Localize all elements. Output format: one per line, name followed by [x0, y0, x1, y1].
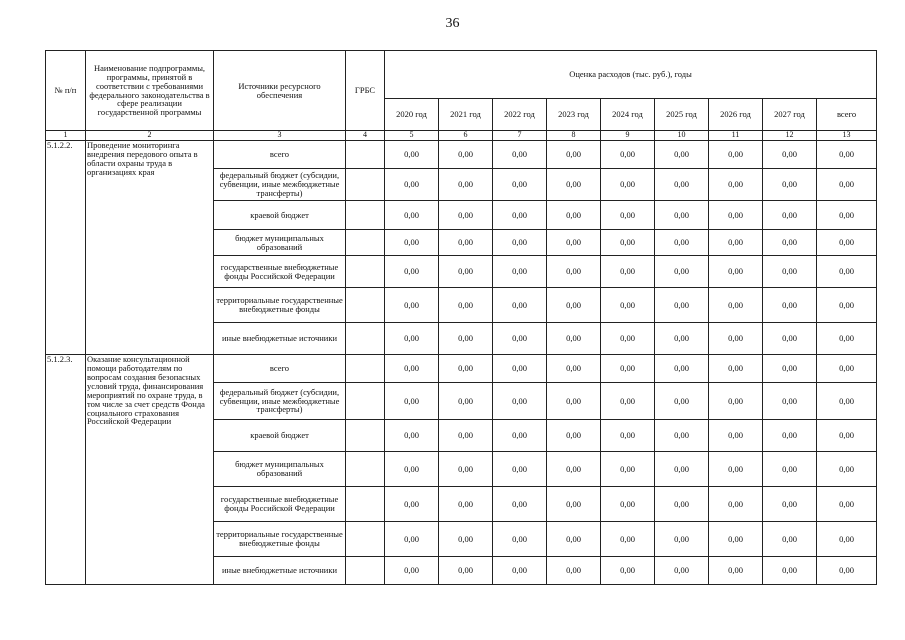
value-cell: 0,00	[547, 230, 601, 256]
value-cell: 0,00	[709, 420, 763, 452]
value-cell: 0,00	[763, 452, 817, 487]
grbs-cell	[346, 557, 385, 585]
column-number: 13	[817, 131, 877, 141]
value-cell: 0,00	[493, 141, 547, 169]
value-cell: 0,00	[601, 487, 655, 522]
value-cell: 0,00	[547, 557, 601, 585]
value-cell: 0,00	[763, 557, 817, 585]
grbs-cell	[346, 355, 385, 383]
value-cell: 0,00	[601, 230, 655, 256]
value-cell: 0,00	[709, 383, 763, 420]
header-program-name: Наименование подпрограммы, программы, принятой в соответствии с требованиями федерального законодательства в сфере реализации государственной программы	[86, 51, 214, 131]
value-cell: 0,00	[817, 355, 877, 383]
funding-source: федеральный бюджет (субсидии, субвенции, иные межбюджетные трансферты)	[214, 169, 346, 201]
funding-source: территориальные государственные внебюджетные фонды	[214, 288, 346, 323]
column-number: 6	[439, 131, 493, 141]
value-cell: 0,00	[655, 201, 709, 230]
value-cell: 0,00	[655, 355, 709, 383]
grbs-cell	[346, 288, 385, 323]
header-year: 2021 год	[439, 99, 493, 131]
value-cell: 0,00	[601, 201, 655, 230]
value-cell: 0,00	[817, 169, 877, 201]
funding-source: иные внебюджетные источники	[214, 323, 346, 355]
value-cell: 0,00	[655, 230, 709, 256]
value-cell: 0,00	[709, 355, 763, 383]
value-cell: 0,00	[763, 256, 817, 288]
funding-source: территориальные государственные внебюджетные фонды	[214, 522, 346, 557]
value-cell: 0,00	[439, 141, 493, 169]
funding-source: бюджет муниципальных образований	[214, 452, 346, 487]
value-cell: 0,00	[601, 383, 655, 420]
value-cell: 0,00	[385, 201, 439, 230]
value-cell: 0,00	[439, 522, 493, 557]
item-code: 5.1.2.2.	[46, 141, 86, 355]
value-cell: 0,00	[493, 288, 547, 323]
value-cell: 0,00	[493, 420, 547, 452]
value-cell: 0,00	[763, 201, 817, 230]
column-number: 2	[86, 131, 214, 141]
value-cell: 0,00	[655, 288, 709, 323]
header-year: 2023 год	[547, 99, 601, 131]
value-cell: 0,00	[385, 487, 439, 522]
value-cell: 0,00	[493, 557, 547, 585]
value-cell: 0,00	[601, 323, 655, 355]
column-number: 4	[346, 131, 385, 141]
value-cell: 0,00	[817, 201, 877, 230]
value-cell: 0,00	[817, 323, 877, 355]
funding-source: федеральный бюджет (субсидии, субвенции, иные межбюджетные трансферты)	[214, 383, 346, 420]
value-cell: 0,00	[763, 522, 817, 557]
expenditure-table	[45, 50, 877, 585]
header-year: 2027 год	[763, 99, 817, 131]
value-cell: 0,00	[817, 487, 877, 522]
table-row	[46, 355, 877, 383]
grbs-cell	[346, 141, 385, 169]
funding-source: всего	[214, 355, 346, 383]
grbs-cell	[346, 487, 385, 522]
column-number: 9	[601, 131, 655, 141]
value-cell: 0,00	[655, 452, 709, 487]
grbs-cell	[346, 230, 385, 256]
table-row	[46, 141, 877, 169]
value-cell: 0,00	[385, 383, 439, 420]
value-cell: 0,00	[439, 323, 493, 355]
value-cell: 0,00	[817, 452, 877, 487]
value-cell: 0,00	[493, 487, 547, 522]
value-cell: 0,00	[763, 487, 817, 522]
value-cell: 0,00	[439, 420, 493, 452]
value-cell: 0,00	[547, 487, 601, 522]
item-code: 5.1.2.3.	[46, 355, 86, 585]
value-cell: 0,00	[439, 256, 493, 288]
value-cell: 0,00	[547, 323, 601, 355]
value-cell: 0,00	[763, 169, 817, 201]
value-cell: 0,00	[439, 230, 493, 256]
value-cell: 0,00	[385, 169, 439, 201]
value-cell: 0,00	[709, 487, 763, 522]
value-cell: 0,00	[709, 452, 763, 487]
value-cell: 0,00	[817, 230, 877, 256]
grbs-cell	[346, 522, 385, 557]
header-number: № п/п	[46, 51, 86, 131]
value-cell: 0,00	[709, 256, 763, 288]
column-number: 5	[385, 131, 439, 141]
value-cell: 0,00	[655, 420, 709, 452]
value-cell: 0,00	[763, 420, 817, 452]
grbs-cell	[346, 452, 385, 487]
grbs-cell	[346, 256, 385, 288]
value-cell: 0,00	[547, 141, 601, 169]
value-cell: 0,00	[709, 169, 763, 201]
value-cell: 0,00	[547, 169, 601, 201]
value-cell: 0,00	[493, 522, 547, 557]
value-cell: 0,00	[547, 420, 601, 452]
value-cell: 0,00	[817, 288, 877, 323]
value-cell: 0,00	[601, 522, 655, 557]
value-cell: 0,00	[439, 487, 493, 522]
grbs-cell	[346, 383, 385, 420]
value-cell: 0,00	[547, 355, 601, 383]
value-cell: 0,00	[385, 522, 439, 557]
value-cell: 0,00	[655, 256, 709, 288]
value-cell: 0,00	[493, 323, 547, 355]
grbs-cell	[346, 323, 385, 355]
header-estimate: Оценка расходов (тыс. руб.), годы	[385, 51, 877, 99]
value-cell: 0,00	[547, 452, 601, 487]
value-cell: 0,00	[439, 201, 493, 230]
value-cell: 0,00	[493, 383, 547, 420]
value-cell: 0,00	[817, 522, 877, 557]
value-cell: 0,00	[709, 557, 763, 585]
column-number: 7	[493, 131, 547, 141]
value-cell: 0,00	[547, 201, 601, 230]
grbs-cell	[346, 201, 385, 230]
value-cell: 0,00	[709, 522, 763, 557]
value-cell: 0,00	[547, 288, 601, 323]
value-cell: 0,00	[385, 256, 439, 288]
value-cell: 0,00	[655, 169, 709, 201]
column-number: 11	[709, 131, 763, 141]
header-year: 2022 год	[493, 99, 547, 131]
value-cell: 0,00	[601, 256, 655, 288]
value-cell: 0,00	[817, 420, 877, 452]
column-number: 10	[655, 131, 709, 141]
value-cell: 0,00	[439, 557, 493, 585]
value-cell: 0,00	[493, 256, 547, 288]
funding-source: бюджет муниципальных образований	[214, 230, 346, 256]
value-cell: 0,00	[601, 355, 655, 383]
value-cell: 0,00	[601, 557, 655, 585]
value-cell: 0,00	[385, 323, 439, 355]
value-cell: 0,00	[385, 452, 439, 487]
header-year: 2024 год	[601, 99, 655, 131]
header-year: 2025 год	[655, 99, 709, 131]
value-cell: 0,00	[817, 383, 877, 420]
value-cell: 0,00	[439, 288, 493, 323]
value-cell: 0,00	[709, 288, 763, 323]
value-cell: 0,00	[763, 355, 817, 383]
value-cell: 0,00	[385, 230, 439, 256]
value-cell: 0,00	[385, 355, 439, 383]
value-cell: 0,00	[817, 141, 877, 169]
value-cell: 0,00	[763, 288, 817, 323]
value-cell: 0,00	[655, 141, 709, 169]
value-cell: 0,00	[655, 522, 709, 557]
value-cell: 0,00	[439, 452, 493, 487]
value-cell: 0,00	[601, 288, 655, 323]
value-cell: 0,00	[439, 355, 493, 383]
value-cell: 0,00	[709, 141, 763, 169]
column-number: 12	[763, 131, 817, 141]
column-number: 8	[547, 131, 601, 141]
item-name: Оказание консультационной помощи работодателям по вопросам создания безопасных условий труда, финансирования мероприятий по охране труда, в том числе за счет средств Фонда социального страхования Российской Федерации	[86, 355, 214, 585]
value-cell: 0,00	[547, 383, 601, 420]
funding-source: краевой бюджет	[214, 201, 346, 230]
value-cell: 0,00	[493, 201, 547, 230]
value-cell: 0,00	[493, 169, 547, 201]
funding-source: краевой бюджет	[214, 420, 346, 452]
value-cell: 0,00	[493, 355, 547, 383]
value-cell: 0,00	[493, 452, 547, 487]
value-cell: 0,00	[763, 141, 817, 169]
value-cell: 0,00	[601, 141, 655, 169]
value-cell: 0,00	[493, 230, 547, 256]
page-number: 36	[445, 16, 460, 31]
value-cell: 0,00	[385, 420, 439, 452]
value-cell: 0,00	[655, 487, 709, 522]
grbs-cell	[346, 169, 385, 201]
item-name: Проведение мониторинга внедрения передового опыта в области охраны труда в организациях края	[86, 141, 214, 355]
value-cell: 0,00	[601, 169, 655, 201]
funding-source: всего	[214, 141, 346, 169]
value-cell: 0,00	[655, 383, 709, 420]
value-cell: 0,00	[439, 169, 493, 201]
value-cell: 0,00	[763, 230, 817, 256]
value-cell: 0,00	[709, 201, 763, 230]
funding-source: иные внебюджетные источники	[214, 557, 346, 585]
header-year: 2026 год	[709, 99, 763, 131]
value-cell: 0,00	[385, 141, 439, 169]
value-cell: 0,00	[655, 323, 709, 355]
funding-source: государственные внебюджетные фонды Российской Федерации	[214, 487, 346, 522]
column-number: 3	[214, 131, 346, 141]
value-cell: 0,00	[763, 383, 817, 420]
funding-source: государственные внебюджетные фонды Российской Федерации	[214, 256, 346, 288]
value-cell: 0,00	[709, 323, 763, 355]
value-cell: 0,00	[547, 522, 601, 557]
value-cell: 0,00	[385, 557, 439, 585]
value-cell: 0,00	[601, 452, 655, 487]
value-cell: 0,00	[601, 420, 655, 452]
column-number: 1	[46, 131, 86, 141]
value-cell: 0,00	[439, 383, 493, 420]
grbs-cell	[346, 420, 385, 452]
value-cell: 0,00	[817, 557, 877, 585]
value-cell: 0,00	[655, 557, 709, 585]
value-cell: 0,00	[385, 288, 439, 323]
value-cell: 0,00	[709, 230, 763, 256]
header-source: Источники ресурсного обеспечения	[214, 51, 346, 131]
value-cell: 0,00	[817, 256, 877, 288]
header-year: всего	[817, 99, 877, 131]
value-cell: 0,00	[763, 323, 817, 355]
value-cell: 0,00	[547, 256, 601, 288]
header-grbs: ГРБС	[346, 51, 385, 131]
header-year: 2020 год	[385, 99, 439, 131]
